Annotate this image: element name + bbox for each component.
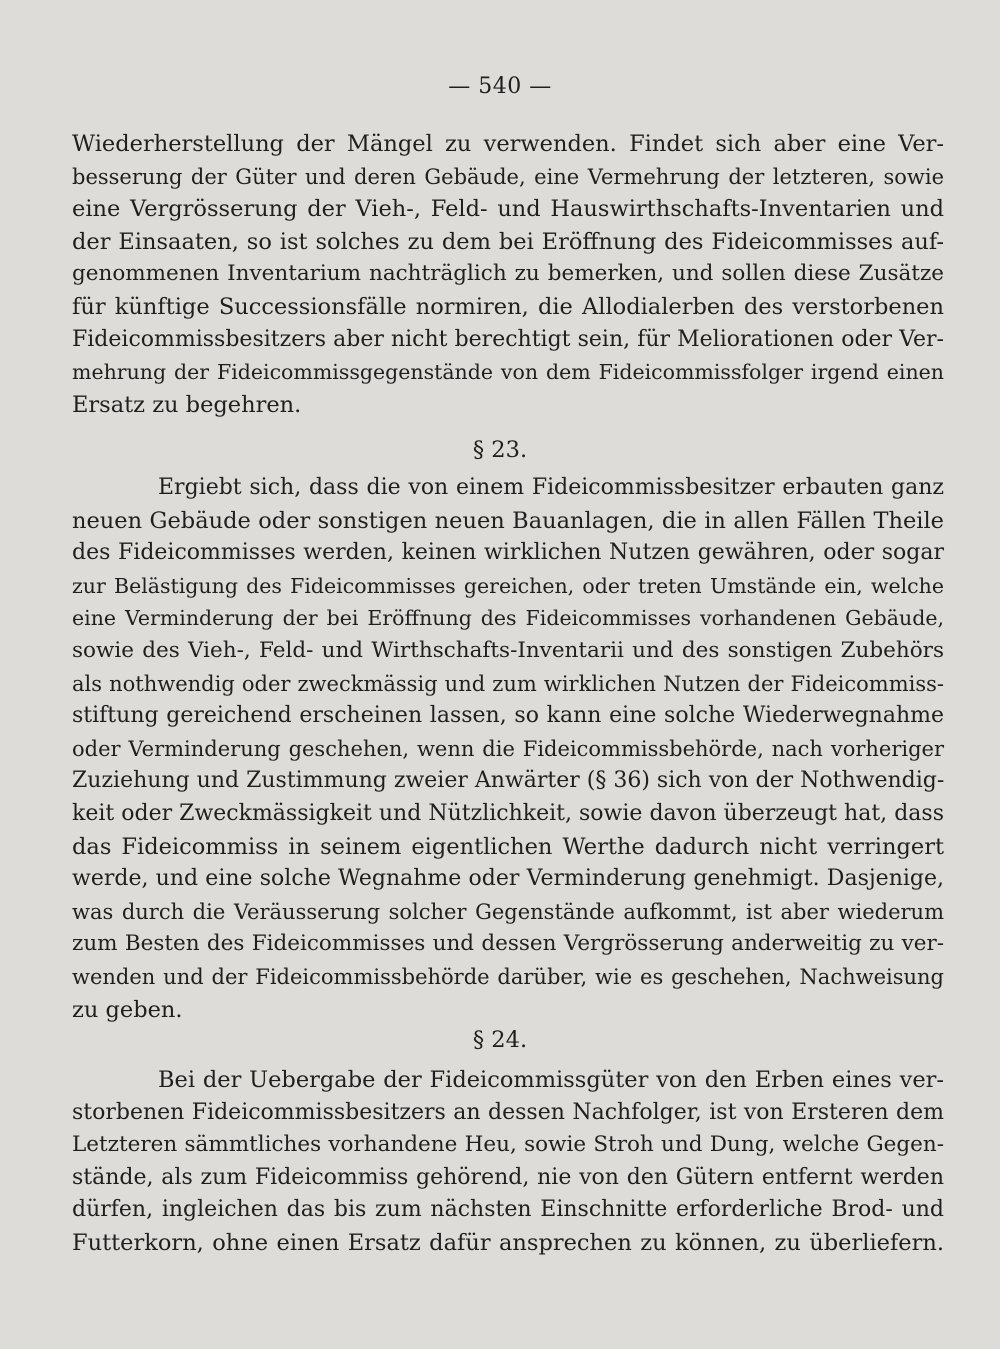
text-line: wenden und der Fideicommissbehörde darüber, wie es geschehen, Nachweisung xyxy=(72,964,944,989)
text-line: dürfen, ingleichen das bis zum nächsten Einschnitte erforderliche Brod- und xyxy=(72,1197,944,1223)
text-line: Ersatz zu begehren. xyxy=(72,391,302,418)
paragraph-section-24 xyxy=(72,1064,944,1260)
text-line: Fideicommissbesitzers aber nicht berechtigt sein, für Meliorationen oder Ver- xyxy=(72,326,944,352)
text-line: der Einsaaten, so ist solches zu dem bei Eröffnung des Fideicommisses auf- xyxy=(72,228,944,255)
text-line: was durch die Veräusserung solcher Gegenstände aufkommt, ist aber wiederum xyxy=(72,899,944,924)
text-line: für künftige Successionsfälle normiren, die Allodialerben des verstorbenen xyxy=(72,293,944,320)
text-line: zur Belästigung des Fideicommisses gereichen, oder treten Umstände ein, welche xyxy=(72,573,944,598)
text-line: des Fideicommisses werden, keinen wirklichen Nutzen gewähren, oder sogar xyxy=(72,540,944,566)
text-line: Ergiebt sich, dass die von einem Fideicommissbesitzer erbauten ganz xyxy=(158,475,944,500)
text-line: das Fideicommiss in seinem eigentlichen Werthe dadurch nicht verringert xyxy=(72,833,944,860)
text-line: eine Vergrösserung der Vieh-, Feld- und Hauswirthschafts-Inventarien und xyxy=(72,196,944,223)
page-number: — 540 — xyxy=(448,74,552,99)
text-line: werde, und eine solche Wegnahme oder Verminderung genehmigt. Dasjenige, xyxy=(72,866,944,892)
text-line: mehrung der Fideicommissgegenstände von dem Fideicommissfolger irgend einen xyxy=(72,360,944,385)
section-heading-24: § 24. xyxy=(472,1027,528,1053)
section-heading-23: § 23. xyxy=(472,437,528,463)
text-line: oder Verminderung geschehen, wenn die Fideicommissbehörde, nach vorheriger xyxy=(72,736,944,761)
text-line: zu geben. xyxy=(72,996,183,1023)
text-line: zum Besten des Fideicommisses und dessen Vergrösserung anderweitig zu ver- xyxy=(72,931,944,957)
text-line: eine Verminderung der bei Eröffnung des Fideicommisses vorhandenen Gebäude, xyxy=(72,606,944,631)
text-line: Zuziehung und Zustimmung zweier Anwärter (§ 36) sich von der Nothwendig- xyxy=(72,768,945,794)
text-line: stiftung gereichend erscheinen lassen, so kann eine solche Wiederwegnahme xyxy=(72,703,944,729)
text-line: Bei der Uebergabe der Fideicommissgüter von den Erben eines ver- xyxy=(158,1067,944,1093)
text-line: Futterkorn, ohne einen Ersatz dafür ansprechen zu können, zu überliefern. xyxy=(72,1229,944,1256)
text-line: besserung der Güter und deren Gebäude, eine Vermehrung der letzteren, sowie xyxy=(72,164,944,189)
text-line: als nothwendig oder zweckmässig und zum wirklichen Nutzen der Fideicommiss- xyxy=(72,671,944,696)
text-line: stände, als zum Fideicommiss gehörend, nie von den Gütern entfernt werden xyxy=(72,1164,944,1190)
text-line: Letzteren sämmtliches vorhandene Heu, sowie Stroh und Dung, welche Gegen- xyxy=(72,1132,944,1158)
text-line: genommenen Inventarium nachträglich zu bemerken, und sollen diese Zusätze xyxy=(72,261,944,287)
text-line: keit oder Zweckmässigkeit und Nützlichkeit, sowie davon überzeugt hat, dass xyxy=(72,800,944,826)
paragraph-section-23 xyxy=(72,472,944,1026)
text-line: storbenen Fideicommissbesitzers an dessen Nachfolger, ist von Ersteren dem xyxy=(72,1099,944,1125)
text-line: Wiederherstellung der Mängel zu verwenden. Findet sich aber eine Ver- xyxy=(72,131,944,157)
paragraph-continuation xyxy=(72,128,944,421)
text-line: sowie des Vieh-, Feld- und Wirthschafts-Inventarii und des sonstigen Zubehörs xyxy=(72,637,944,663)
text-line: neuen Gebäude oder sonstigen neuen Bauanlagen, die in allen Fällen Theile xyxy=(72,507,944,534)
